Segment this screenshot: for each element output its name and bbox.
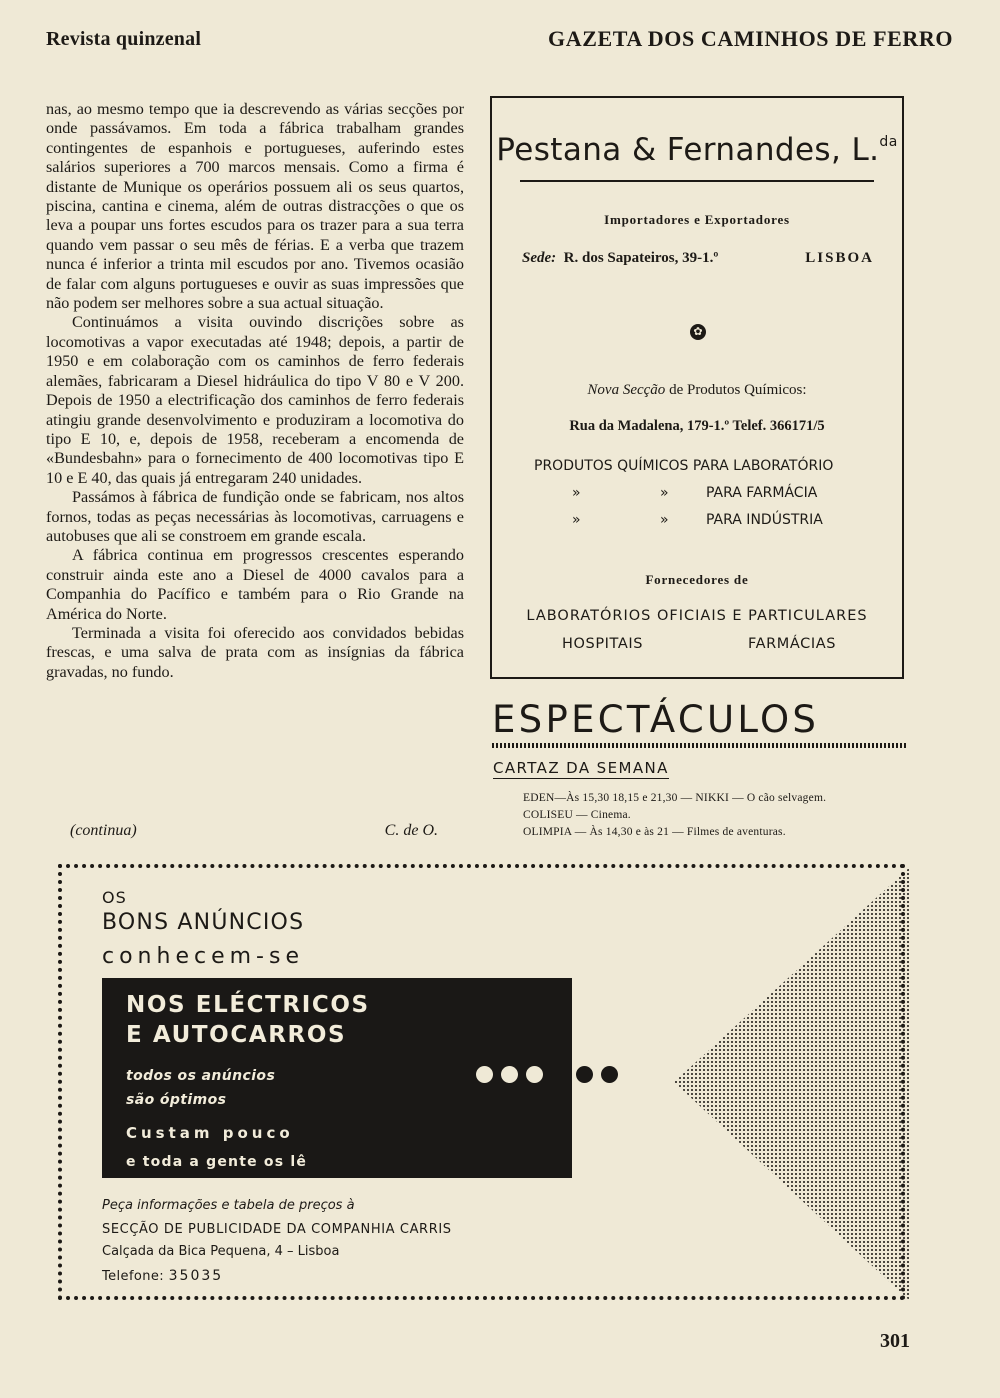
headquarters-address: Sede: R. dos Sapateiros, 39-1.º LISBOA <box>522 250 874 266</box>
carris-advertisement <box>58 864 905 1300</box>
dot-icon <box>551 1066 568 1083</box>
running-header-left: Revista quinzenal <box>46 28 202 50</box>
dot-icon <box>601 1066 618 1083</box>
dot-icon <box>526 1066 543 1083</box>
ad-line-autocarros: E AUTOCARROS <box>126 1022 347 1048</box>
cinema-listing: OLIMPIA — Às 14,30 e às 21 — Filmes de aventuras. <box>523 826 786 838</box>
ad-subheadline: conhecem-se <box>102 944 304 969</box>
ad-telephone: Telefone: 35035 <box>102 1268 224 1284</box>
ad-os-text: OS <box>102 888 127 907</box>
company-subtitle: Importadores e Exportadores <box>604 212 790 227</box>
ad-department: SECÇÃO DE PUBLICIDADE DA COMPANHIA CARRIS <box>102 1222 452 1237</box>
suppliers-pharmacies: FARMÁCIAS <box>748 636 837 652</box>
article-body <box>46 100 464 682</box>
article-paragraph: Continuámos a visita ouvindo discrições sobre as locomotivas a vapor executadas até 1948; depois, a partir de 1950 e em colaboração com os caminhos de ferro federais alemães, fabricaram a Diesel hidráulica do tipo V 80 e V 200. Depois de 1950 a electrificação dos caminhos de ferro federais atingiu grande desenvolvimento e produziram a locomotiva do tipo E 10, e, depois de 1958, receberam a encomenda de «Bundesbahn» para o fornecimento de 400 locomotivas tipo E 10 e E 40, das quais já entregaram 240 unidades. <box>46 313 464 487</box>
company-name: Pestana & Fernandes, L.$^{da}$ <box>496 132 898 168</box>
ad-toda-gente: e toda a gente os lê <box>126 1154 308 1170</box>
pestana-advertisement <box>490 96 904 679</box>
new-section-line: Nova Secção de Produtos Químicos: <box>587 382 807 398</box>
page-number: 301 <box>880 1330 910 1352</box>
divider <box>520 180 874 182</box>
continua-label: (continua) <box>70 822 137 839</box>
dot-icon <box>576 1066 593 1083</box>
ornament-icon: ✿ <box>690 324 706 340</box>
article-paragraph: Terminada a visita foi oferecido aos convidados bebidas frescas, e uma salva de prata com as insígnias da fábrica gravadas, no fundo. <box>46 623 464 681</box>
ad-info-request: Peça informações e tabela de preços à <box>102 1198 355 1213</box>
suppliers-heading: Fornecedores de <box>645 572 749 587</box>
ad-address: Calçada da Bica Pequena, 4 – Lisboa <box>102 1244 340 1259</box>
article-paragraph: Passámos à fábrica de fundição onde se fabricam, nos altos fornos, todas as peças necessárias às locomotivas, carruagens e autobuses que ali se constroem em grande escala. <box>46 488 464 545</box>
cartaz-heading: CARTAZ DA SEMANA <box>493 759 669 777</box>
article-signoff <box>70 822 438 840</box>
product-row: PRODUTOS QUÍMICOS PARA LABORATÓRIO <box>534 458 834 474</box>
halftone-fan <box>674 868 909 1300</box>
article-paragraph: nas, ao mesmo tempo que ia descrevendo as várias secções por onde passávamos. Em toda a fábrica trabalham grandes contingentes de espanhois e portugueses, auferindo estes salários superiores a 700 marcos mensais. Como a firma é distante de Munique os operários possuem ali os seus quartos, piscina, cantina e cinema, além de outras distracções o que os leva a poupar uns fortes escudos para os trazer para a sua terra quando vem passar o seu mês de férias. E a verba que trazem nunca é inferior a trinta mil escudos por ano. Tivemos ocasião de falar com alguns portugueses e ouvir as suas impressões que não podem ser melhores sobre a sua actual situação. <box>46 100 464 313</box>
ad-headline: BONS ANÚNCIOS <box>102 910 305 935</box>
product-row: » » PARA INDÚSTRIA <box>572 512 823 528</box>
ad-tagline: são óptimos <box>126 1092 227 1108</box>
product-row: » » PARA FARMÁCIA <box>572 485 818 501</box>
article-paragraph: A fábrica continua em progressos crescentes esperando construir ainda este ano a Diesel de 4000 cavalos para a Companhia do Pacífico e também para o Rio Grande na América do Norte. <box>46 546 464 623</box>
author-signature: C. de O. <box>384 822 438 839</box>
dot-icon <box>476 1066 493 1083</box>
ad-custam: Custam pouco <box>126 1124 294 1142</box>
dot-icon <box>501 1066 518 1083</box>
product-list <box>492 458 902 539</box>
branch-address: Rua da Madalena, 179-1.º Telef. 366171/5 <box>569 418 825 434</box>
suppliers-hospitals: HOSPITAIS <box>562 636 644 652</box>
espectaculos-heading: ESPECTÁCULOS <box>492 698 820 741</box>
suppliers-laboratories: LABORATÓRIOS OFICIAIS E PARTICULARES <box>526 608 868 624</box>
ad-tagline: todos os anúncios <box>126 1068 276 1084</box>
cinema-listing: EDEN—Às 15,30 18,15 e 21,30 — NIKKI — O cão selvagem. <box>523 792 827 804</box>
decorative-dots <box>476 1066 626 1088</box>
running-header-right: GAZETA DOS CAMINHOS DE FERRO <box>548 26 954 51</box>
divider <box>492 743 906 748</box>
ad-line-electricos: NOS ELÉCTRICOS <box>126 992 370 1018</box>
cinema-listing: COLISEU — Cinema. <box>523 809 631 821</box>
cinema-listings <box>523 790 826 841</box>
